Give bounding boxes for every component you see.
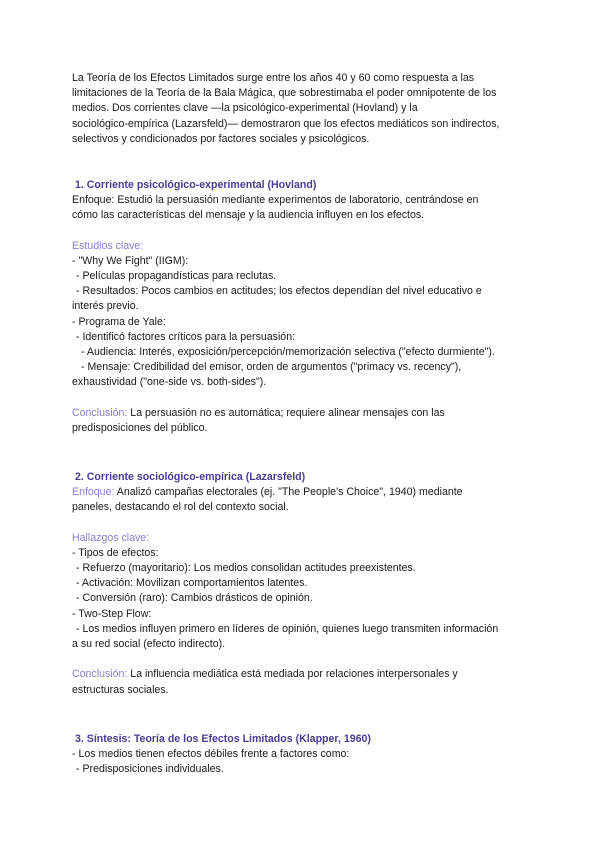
conclusion-text: La persuasión no es automática; requiere alinear mensajes con las (127, 406, 445, 419)
conclusion-text: La influencia mediática está mediada por relaciones interpersonales y (127, 668, 458, 681)
list-item-continuation: exhaustividad ("one-side vs. both-sides"). (72, 376, 267, 389)
list-item: - Mensaje: Credibilidad del emisor, orden de argumentos ("primacy vs. recency"), (81, 361, 462, 374)
section1-conclusion-cont: predisposiciones del público. (72, 421, 208, 434)
list-item: - Tipos de efectos: (72, 546, 159, 559)
list-item: - Identificó factores críticos para la persuasión: (76, 330, 296, 343)
list-item: - Two-Step Flow: (72, 607, 152, 620)
intro-line: medios. Dos corrientes clave —la psicológico-experimental (Hovland) y la (72, 102, 418, 115)
section1-focus: Enfoque: Estudió la persuasión mediante experimentos de laboratorio, centrándose en (72, 194, 479, 207)
list-item: - Refuerzo (mayoritario): Los medios consolidan actitudes preexistentes. (76, 562, 416, 575)
section2-focus (72, 485, 530, 500)
list-item: - Los medios tienen efectos débiles frente a factores como: (72, 747, 350, 760)
list-item: - Los medios influyen primero en líderes de opinión, quienes luego transmiten información (76, 622, 499, 635)
section1-conclusion (72, 406, 530, 421)
list-item-continuation: a su red social (efecto indirecto). (72, 638, 226, 651)
document-page (72, 71, 530, 777)
list-item: - Resultados: Pocos cambios en actitudes; los efectos dependían del nivel educativo e (76, 285, 482, 298)
list-item: - Activación: Movilizan comportamientos latentes. (76, 577, 308, 590)
intro-line: selectivos y condicionados por factores sociales y psicológicos. (72, 132, 370, 145)
section3-title: 3. Síntesis: Teoría de los Efectos Limitados (Klapper, 1960) (75, 732, 371, 745)
intro-paragraph (72, 71, 530, 147)
list-item: - Audiencia: Interés, exposición/percepción/memorización selectiva ("efecto durmiente"). (81, 346, 495, 359)
intro-line: sociológico-empírica (Lazarsfeld)— demostraron que los efectos mediáticos son indirectos, (72, 117, 500, 130)
intro-line: limitaciones de la Teoría de la Bala Mágica, que sobrestimaba el poder omnipotente de los (72, 87, 497, 100)
list-item: - Predisposiciones individuales. (76, 763, 224, 776)
list-item: - "Why We Fight" (IIGM): (72, 254, 189, 267)
list-item: - Conversión (raro): Cambios drásticos de opinión. (76, 592, 313, 605)
list-item-continuation: interés previo. (72, 300, 139, 313)
section2-focus-cont: paneles, destacando el rol del contexto social. (72, 501, 289, 514)
section2-title: 2. Corriente sociológico-empírica (Lazarsfeld) (75, 471, 306, 484)
focus-text: Analizó campañas electorales (ej. "The People's Choice", 1940) mediante (114, 486, 463, 499)
conclusion-label: Conclusión: (72, 406, 128, 419)
list-item: - Programa de Yale: (72, 315, 166, 328)
section2-conclusion (72, 667, 530, 682)
section2-findings-label: Hallazgos clave: (72, 531, 150, 544)
section1-title: 1. Corriente psicológico-experimental (Hovland) (75, 179, 317, 192)
intro-line: La Teoría de los Efectos Limitados surge entre los años 40 y 60 como respuesta a las (72, 72, 475, 84)
section1-focus: cómo las características del mensaje y la audiencia influyen en los efectos. (72, 209, 425, 222)
section2-conclusion-cont: estructuras sociales. (72, 683, 169, 696)
conclusion-label: Conclusión: (72, 668, 128, 681)
section1-studies-label: Estudios clave: (72, 239, 144, 252)
list-item: - Películas propagandísticas para reclutas. (76, 270, 277, 283)
focus-label: Enfoque: (72, 486, 115, 499)
